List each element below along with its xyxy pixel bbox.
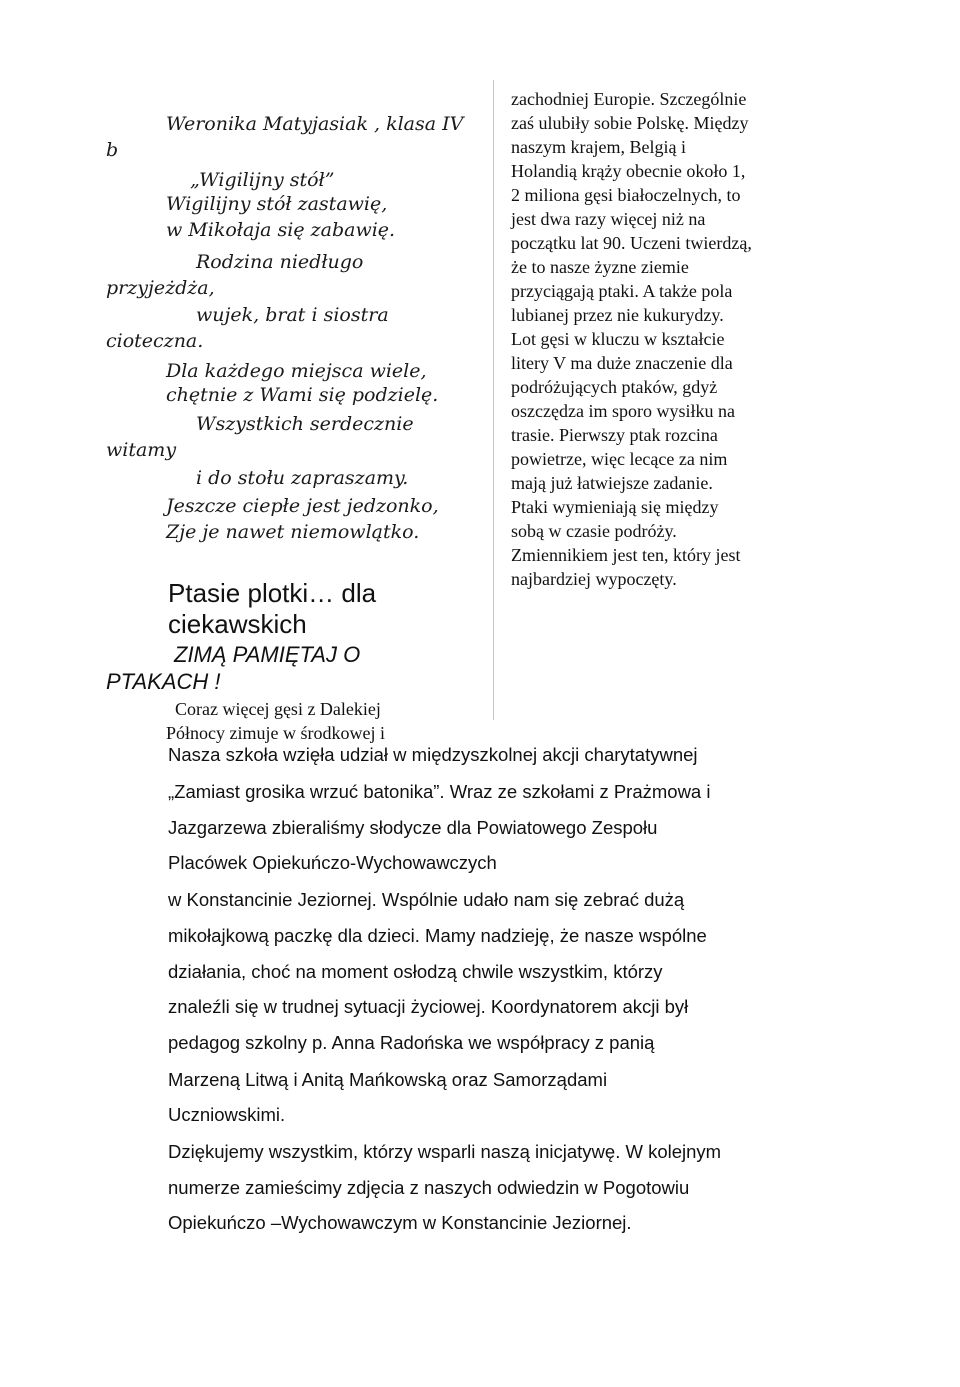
- poem-author: Weronika Matyjasiak , klasa IV: [166, 113, 464, 135]
- poem-line: przyjeżdża,: [106, 277, 215, 299]
- bird-article-line: zaś ulubiły sobie Polskę. Między: [511, 113, 749, 133]
- charity-article-line: Marzeną Litwą i Anitą Mańkowską oraz Samorządami: [168, 1069, 608, 1090]
- bird-article-heading-line1: Ptasie plotki… dla: [168, 578, 377, 608]
- bird-article-line: Ptaki wymieniają się między: [511, 497, 719, 517]
- bird-article-line: że to nasze żyzne ziemie: [511, 257, 689, 277]
- bird-article-line: litery V ma duże znaczenie dla: [511, 353, 733, 373]
- bird-article-line: przyciągają ptaki. A także pola: [511, 281, 733, 301]
- poem-line: chętnie z Wami się podzielę.: [166, 384, 439, 406]
- bird-article-line: jest dwa razy więcej niż na: [511, 209, 706, 229]
- bird-article-line: 2 miliona gęsi białoczelnych, to: [511, 185, 741, 205]
- poem-line: witamy: [106, 439, 177, 461]
- bird-article-line: oszczędza im sporo wysiłku na: [511, 401, 735, 421]
- charity-article-line: Nasza szkoła wzięła udział w międzyszkolnej akcji charytatywnej: [168, 744, 698, 765]
- charity-article-line: Opiekuńczo –Wychowawczym w Konstancinie Jeziornej.: [168, 1212, 632, 1233]
- poem-author-class-suffix: b: [106, 139, 119, 161]
- poem-line: i do stołu zapraszamy.: [196, 467, 409, 489]
- poem-line: Zje je nawet niemowlątko.: [166, 521, 420, 543]
- poem-line: Wszystkich serdecznie: [196, 413, 414, 435]
- bird-article-line: Zmiennikiem jest ten, który jest: [511, 545, 741, 565]
- bird-article-subheading-line2: PTAKACH !: [106, 669, 221, 694]
- charity-article-line: znaleźli się w trudnej sytuacji życiowej. Koordynatorem akcji był: [168, 996, 689, 1017]
- charity-article-line: numerze zamieścimy zdjęcia z naszych odwiedzin w Pogotowiu: [168, 1177, 690, 1198]
- bird-article-line: trasie. Pierwszy ptak rozcina: [511, 425, 718, 445]
- bird-article-line: zachodniej Europie. Szczególnie: [511, 89, 747, 109]
- charity-article-line: mikołajkową paczkę dla dzieci. Mamy nadzieję, że nasze wspólne: [168, 925, 707, 946]
- bird-article-intro-line: Coraz więcej gęsi z Dalekiej: [175, 699, 381, 719]
- bird-article-line: mają już łatwiejsze zadanie.: [511, 473, 713, 493]
- bird-article-line: początku lat 90. Uczeni twierdzą,: [511, 233, 752, 253]
- charity-article-line: Placówek Opiekuńczo-Wychowawczych: [168, 852, 497, 873]
- charity-article-line: Uczniowskimi.: [168, 1104, 286, 1125]
- poem-line: Dla każdego miejsca wiele,: [166, 360, 427, 382]
- charity-article-line: Jazgarzewa zbieraliśmy słodycze dla Powiatowego Zespołu: [168, 817, 658, 838]
- charity-article-line: pedagog szkolny p. Anna Radońska we współpracy z panią: [168, 1032, 655, 1053]
- column-divider-top: [493, 80, 494, 720]
- charity-article-line: w Konstancinie Jeziornej. Wspólnie udało nam się zebrać dużą: [168, 889, 685, 910]
- bird-article-line: lubianej przez nie kukurydzy.: [511, 305, 724, 325]
- poem-line: wujek, brat i siostra: [196, 304, 389, 326]
- bird-article-line: podróżujących ptaków, gdyż: [511, 377, 718, 397]
- bird-article-line: Holandią krąży obecnie około 1,: [511, 161, 746, 181]
- bird-article-line: sobą w czasie podróży.: [511, 521, 677, 541]
- bird-article-heading-line2: ciekawskich: [168, 609, 307, 639]
- poem-line: w Mikołaja się zabawię.: [166, 219, 396, 241]
- charity-article-line: Dziękujemy wszystkim, którzy wsparli naszą inicjatywę. W kolejnym: [168, 1141, 722, 1162]
- bird-article-intro-line: Północy zimuje w środkowej i: [166, 723, 385, 743]
- bird-article-line: powietrze, więc lecące za nim: [511, 449, 728, 469]
- poem-line: Rodzina niedługo: [196, 251, 364, 273]
- poem-line: Wigilijny stół zastawię,: [166, 193, 388, 215]
- bird-article-line: najbardziej wypoczęty.: [511, 569, 677, 589]
- bird-article-line: naszym krajem, Belgią i: [511, 137, 686, 157]
- bird-article-subheading-line1: ZIMĄ PAMIĘTAJ O: [174, 642, 361, 667]
- poem-line: cioteczna.: [106, 330, 204, 352]
- bird-article-line: Lot gęsi w kluczu w kształcie: [511, 329, 725, 349]
- charity-article-line: działania, choć na moment osłodzą chwile wszystkim, którzy: [168, 961, 663, 982]
- poem-line: Jeszcze ciepłe jest jedzonko,: [166, 495, 439, 517]
- charity-article-line: „Zamiast grosika wrzuć batonika”. Wraz ze szkołami z Prażmowa i: [168, 781, 711, 802]
- poem-title: „Wigilijny stół”: [190, 169, 335, 191]
